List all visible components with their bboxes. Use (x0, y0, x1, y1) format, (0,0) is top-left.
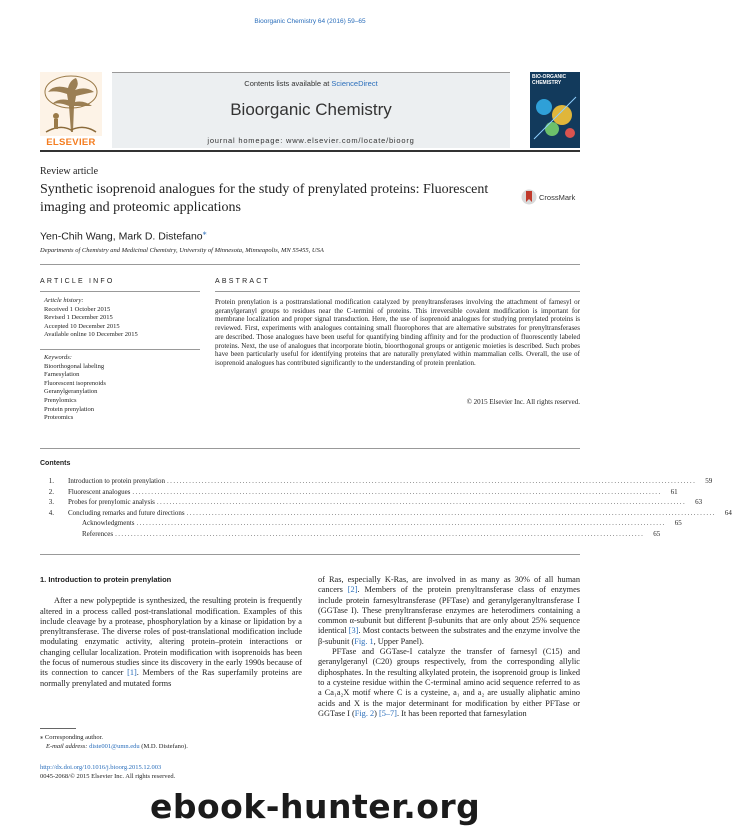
toc-entry[interactable]: References ........................................................................................................................................................................ 65 (82, 529, 661, 538)
keyword: Fluorescent isoprenoids (44, 379, 106, 387)
toc-entry[interactable]: 1. Introduction to protein prenylation ........................................................................................................................................................................ 59 (48, 477, 713, 485)
toc-entry[interactable]: 4. Concluding remarks and future directions ........................................................................................................................................................................ 64 (48, 508, 732, 517)
body-paragraph: PFTase and GGTase-I catalyze the transfer of farnesyl (C15) and geranylgeranyl (C20) groups respectively, from the corresponding allylic diphosphates. In the resulting alkylated protein, the isoprenoid group is linked to a cysteine residue within the C-terminal amino acid sequence referred to as a Ca₁a₂X motif where C is a cysteine, a₁ and a₂ are usually aliphatic amino acids and X is the major determinant for modification by either PFTase or GGTase I (Fig. 2) [5–7]. It has been reported that farnesylation (318, 647, 580, 718)
keyword: Proteomics (44, 414, 74, 422)
footnote-rule (40, 728, 76, 729)
keywords-label: Keywords: (44, 354, 72, 361)
reference-link[interactable]: [3] (348, 626, 359, 636)
homepage-link[interactable]: www.elsevier.com/locate/bioorg (285, 136, 415, 145)
masthead-banner (112, 72, 510, 148)
abstract-text: Protein prenylation is a posttranslational modification catalyzed by prenyltransferases involving the attachment of farnesyl or geranylgeranyl groups to residues near the C-termini of proteins. This irreversible covalent modification is important for membrane localization and proper signal transduction. Here, the use of isoprenoid analogues for studying prenylated proteins is reviewed. First, experiments with analogues containing small fluorophores that are alternative substrates for prenyltransferases are described. Those analogues have been useful for quantifying binding affinity and for the production of fluorescently labeled proteins. Next, the use of analogues that incorporate biotin, bioorthogonal groups or antigenic moieties is described. Such probes have been particularly useful for identifying proteins that are naturally prenylated within mammalian cells. Overall, the use of isoprenoid analogues has contributed significantly to the understanding of protein prenlation. (215, 298, 580, 367)
corresponding-author-mark[interactable]: ⁎ (202, 228, 207, 237)
issn-line: 0045-2068/© 2015 Elsevier Inc. All rights reserved. (40, 773, 176, 780)
toc-entry[interactable]: 3. Probes for prenylomic analysis ........................................................................................................................................................................ 63 (48, 498, 703, 507)
body-paragraph: After a new polypeptide is synthesized, the resulting protein is frequently altered in a process called post-translational modification. Examples of this include cleavage by a protease, phosphorylation by a kinase or lipidation by a prenyltransferase. The diverse roles of post-translational modification include modulating enzymatic activity, altering protein–protein interactions or changing cellular localization. Protein modification with isoprenoids has been the focus of numerous studies since its discovery in the early 1990s because of its connection to cancer [1]. Members of the Ras superfamily proteins are normally prenylated and mutated forms (40, 596, 302, 688)
article-title: Synthetic isoprenoid analogues for the study of prenylated proteins: Fluorescent imaging and proteomic applications (40, 182, 489, 215)
elsevier-tree-icon (40, 72, 102, 136)
footnote: ⁎ Corresponding author. E-mail address: diste001@umn.edu (M.D. Distefano). (40, 734, 188, 750)
article-info-heading: ARTICLE INFO (40, 278, 115, 285)
doi-link[interactable]: http://dx.doi.org/10.1016/j.bioorg.2015.12.003 (40, 764, 162, 771)
body-paragraph: of Ras, especially K-Ras, are involved in as many as 30% of all human cancers [2]. Members of the protein prenyltransferase class of enzymes include protein farnesyltransferase (PFTase) and geranylgeranyltransferase I (GGTase I). These prenyltransferase enzymes are heterodimers containing a common α-subunit but different β-subunits that are only about 25% sequence identical [3]. Most contacts between the substrates and the enzyme involve the β-subunit (Fig. 1, Upper Panel). (318, 575, 580, 646)
history-item: Received 1 October 2015 (44, 305, 111, 313)
watermark: ebook-hunter.org (150, 787, 481, 826)
email-link[interactable]: diste001@umn.edu (89, 743, 140, 750)
reference-link[interactable]: [5–7] (378, 708, 397, 718)
abstract-heading: ABSTRACT (215, 278, 270, 285)
keyword: Farnesylation (44, 371, 80, 379)
history-item: Accepted 10 December 2015 (44, 322, 120, 330)
divider (40, 349, 200, 350)
journal-homepage-line: journal homepage: www.elsevier.com/locate/bioorg (207, 136, 415, 145)
table-of-contents (40, 477, 732, 541)
article-history (44, 297, 204, 340)
divider (40, 448, 580, 449)
sciencedirect-link[interactable]: ScienceDirect (331, 79, 378, 88)
divider (40, 291, 200, 292)
elsevier-logo (40, 72, 102, 148)
keyword: Bioorthogonal labeling (44, 362, 105, 370)
keywords (44, 354, 204, 423)
body-column-left (40, 575, 302, 689)
reference-link[interactable]: [2] (347, 585, 358, 595)
divider (215, 291, 580, 292)
journal-masthead (40, 72, 580, 148)
cover-title: BIO-ORGANIC CHEMISTRY (532, 74, 567, 86)
article-type: Review article (40, 166, 99, 177)
figure-link[interactable]: Fig. 2 (354, 708, 375, 718)
history-item: Available online 10 December 2015 (44, 331, 138, 339)
crossmark-icon (521, 188, 537, 208)
reference-link[interactable]: [1] (127, 668, 137, 678)
elsevier-wordmark: ELSEVIER (46, 137, 96, 148)
crossmark-label: CrossMark (539, 193, 576, 202)
contents-heading: Contents (40, 460, 71, 467)
contents-available-line: Contents lists available at ScienceDirect (244, 79, 378, 88)
keyword: Prenylomics (44, 396, 77, 404)
affiliation: Departments of Chemistry and Medicinal Chemistry, University of Minnesota, Minneapolis, MN 55455, USA (40, 247, 324, 254)
journal-title: Bioorganic Chemistry (230, 100, 392, 119)
body-column-right (318, 575, 580, 719)
divider (40, 554, 580, 555)
masthead-rule (40, 150, 580, 152)
keyword: Geranylgeranylation (44, 388, 98, 396)
journal-cover-image (530, 72, 580, 148)
doi-block (40, 763, 175, 781)
history-label: Article history: (44, 297, 84, 304)
abstract-copyright: © 2015 Elsevier Inc. All rights reserved. (466, 398, 580, 406)
toc-entry[interactable]: Acknowledgments ........................................................................................................................................................................ 65 (82, 519, 682, 528)
crossmark-button[interactable] (521, 188, 581, 208)
cover-art-icon (530, 89, 580, 145)
section-heading: 1. Introduction to protein prenylation (40, 575, 172, 584)
toc-entry[interactable]: 2. Fluorescent analogues ........................................................................................................................................................................ 61 (48, 487, 678, 496)
keyword: Protein prenylation (44, 405, 95, 413)
author-list: Yen-Chih Wang, Mark D. Distefano⁎ (40, 228, 207, 243)
history-item: Revised 1 December 2015 (44, 314, 113, 322)
journal-citation[interactable]: Bioorganic Chemistry 64 (2016) 59–65 (254, 18, 366, 25)
figure-link[interactable]: Fig. 1 (354, 636, 374, 646)
divider (40, 264, 580, 265)
